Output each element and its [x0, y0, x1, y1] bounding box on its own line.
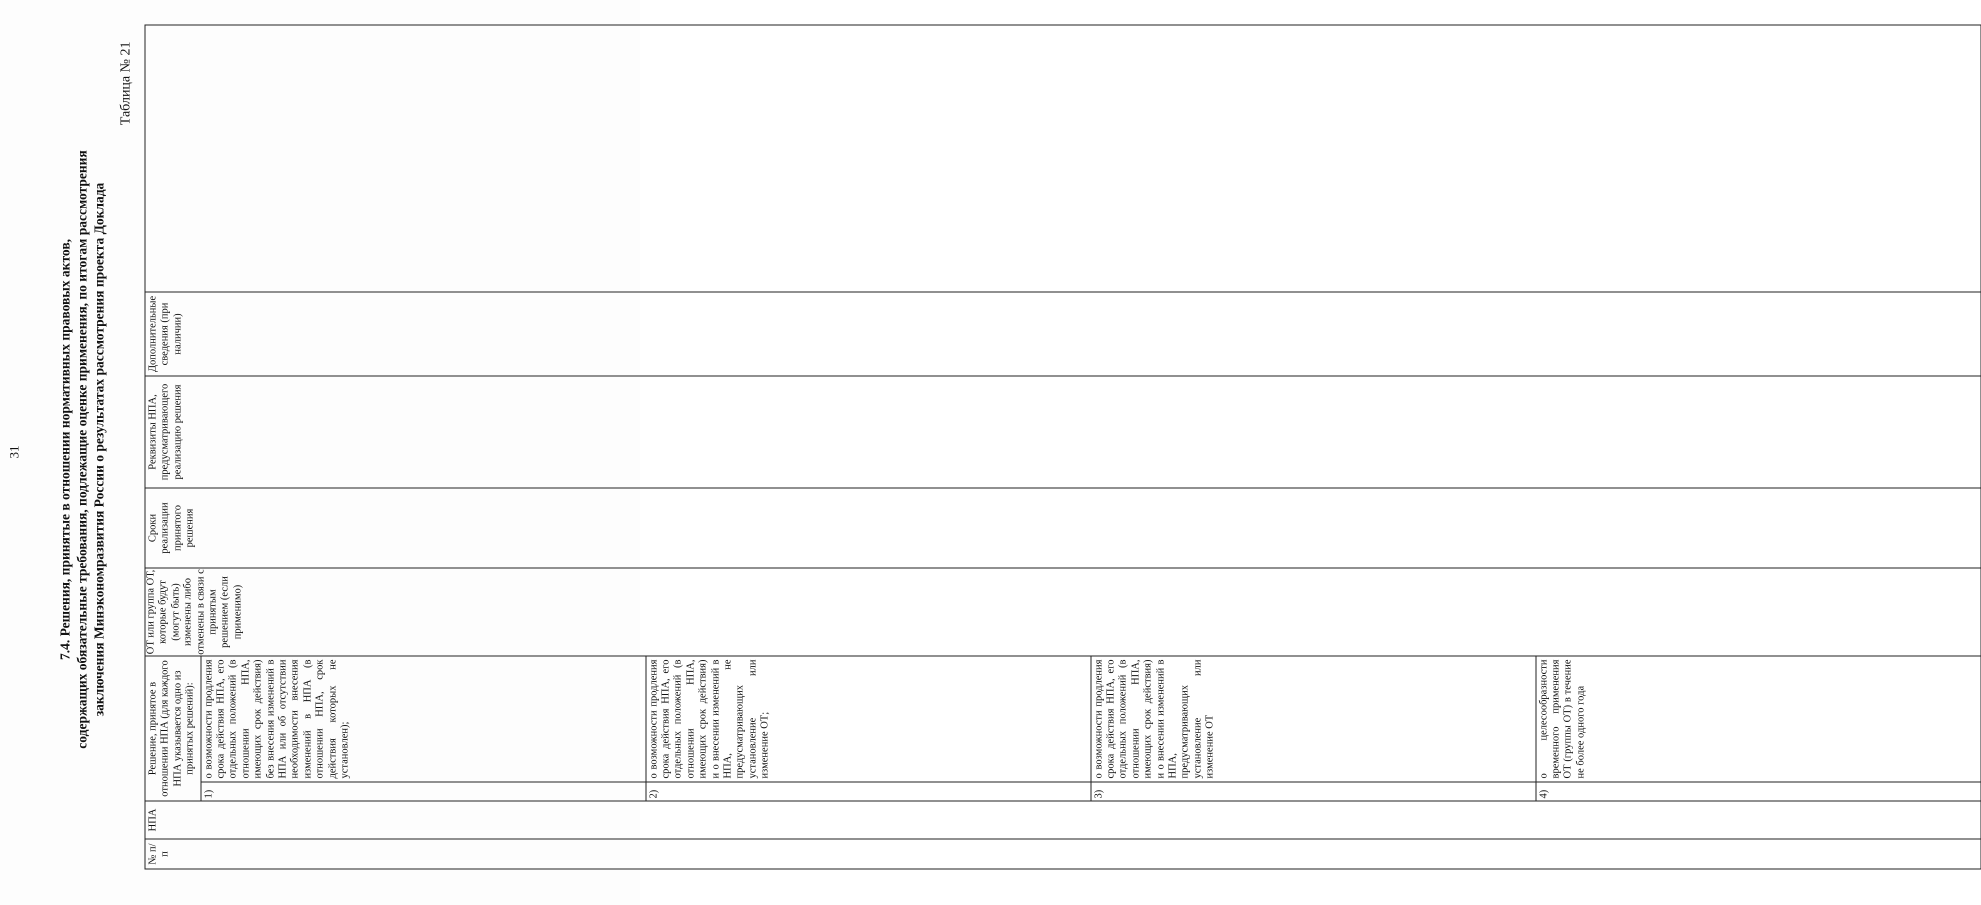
title-line-3: заключения Минэкономразвития России о результатах рассмотрения проекта Доклада — [91, 182, 107, 717]
decision-option-number: 3) — [1091, 782, 1536, 801]
header-num: № п/п — [145, 839, 1981, 869]
title-line-2: содержащих обязательные требования, подлежащие оценке применения, по итогам рассмотрения — [74, 150, 90, 749]
decision-option — [1536, 657, 1981, 801]
decision-option-number: 2) — [646, 782, 1091, 801]
decision-options — [200, 657, 1980, 801]
header-additional: Дополнительные сведения (при наличии) — [145, 292, 1981, 376]
decision-option-text: о возможности продления срока действия НПА, его отдельных положений (в отношении НПА, имеющих срок действия) и о внесении изменений в НПА, предусматривающих установление или изменение ОТ — [1091, 657, 1536, 783]
page-number: 31 — [6, 445, 22, 459]
decision-option — [646, 657, 1091, 801]
header-npa: НПА — [145, 801, 1981, 839]
decision-option-number: 1) — [201, 782, 646, 801]
empty-column — [145, 25, 1981, 292]
decision-option — [201, 657, 646, 801]
header-ot: ОТ или группа ОТ, которые будут (могут быть) изменены либо отменены в связи с принятым решением (если применимо) — [145, 568, 1981, 656]
table-row — [145, 25, 1981, 869]
decision-option — [1091, 657, 1536, 801]
table-label: Таблица № 21 — [118, 41, 134, 126]
decisions-table — [145, 25, 1981, 870]
decision-option-number: 4) — [1536, 782, 1981, 801]
header-requisites: Реквизиты НПА, предусматривающего реализацию решения — [145, 376, 1981, 488]
decision-option-text: о возможности продления срока действия НПА, его отдельных положений (в отношении НПА, имеющих срок действия) без внесения изменений в НПА или об отсутствии необходимости внесения изменений в НПА (в отношении НПА, срок действия которых не установлен); — [201, 657, 646, 783]
decision-cell — [145, 656, 1981, 801]
rotated-page-content — [1, 0, 1587, 905]
header-decision: Решение, принятое в отношении НПА (для каждого НПА указывается одно из принятых решений): — [147, 660, 196, 797]
title-line-1: 7.4. Решения, принятые в отношении нормативных правовых актов, — [57, 239, 73, 661]
section-title — [57, 35, 108, 865]
header-terms: Сроки реализации принятого решения — [145, 488, 1981, 568]
decision-option-text: о возможности продления срока действия НПА, его отдельных положений (в отношении НПА, имеющих срок действия) и о внесении изменений в НПА, не предусматривающих установление или изменение ОТ; — [646, 657, 1091, 783]
decision-option-text: о целесообразности временного применения ОТ (группы ОТ) в течение не более одного года — [1536, 657, 1981, 783]
